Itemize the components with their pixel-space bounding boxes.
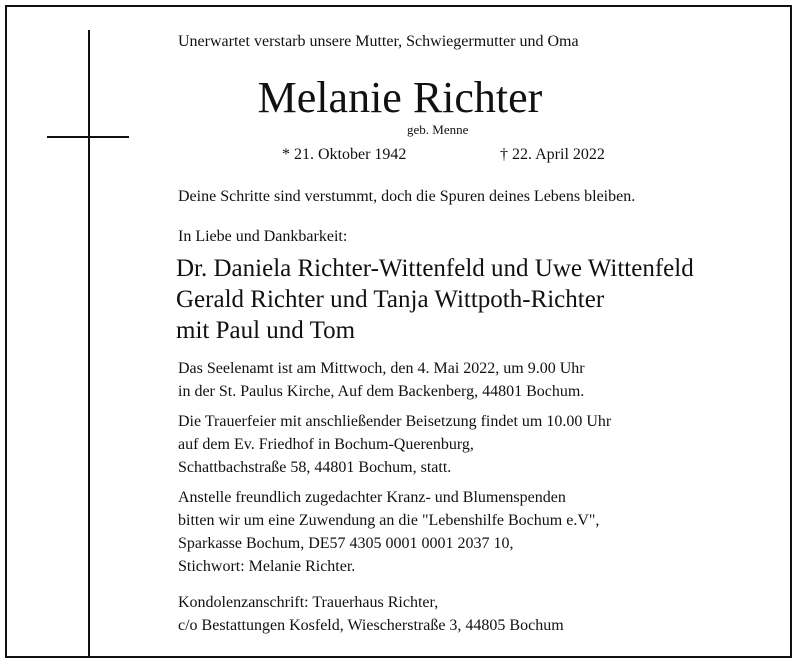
- motto-text: Deine Schritte sind verstummt, doch die Spuren deines Lebens bleiben.: [178, 188, 636, 205]
- donation-line: Stichwort: Melanie Richter.: [178, 558, 356, 575]
- family-line: Dr. Daniela Richter-Wittenfeld und Uwe Wittenfeld: [176, 255, 694, 282]
- cross-vertical-bar: [88, 30, 90, 656]
- maiden-name: geb. Menne: [407, 122, 469, 137]
- mass-line: in der St. Paulus Kirche, Auf dem Backenberg, 44801 Bochum.: [178, 383, 585, 400]
- mass-line: Das Seelenamt ist am Mittwoch, den 4. Mai 2022, um 9.00 Uhr: [178, 360, 585, 377]
- family-line: Gerald Richter und Tanja Wittpoth-Richter: [176, 286, 605, 313]
- condolence-line: c/o Bestattungen Kosfeld, Wiescherstraße 3, 44805 Bochum: [178, 617, 564, 634]
- condolence-line: Kondolenzanschrift: Trauerhaus Richter,: [178, 594, 439, 611]
- birth-date: * 21. Oktober 1942: [282, 146, 407, 163]
- funeral-line: Die Trauerfeier mit anschließender Beisetzung findet um 10.00 Uhr: [178, 413, 612, 430]
- death-date: † 22. April 2022: [500, 146, 605, 163]
- love-line: In Liebe und Dankbarkeit:: [178, 228, 348, 245]
- intro-text: Unerwartet verstarb unsere Mutter, Schwiegermutter und Oma: [178, 33, 579, 50]
- donation-line: Anstelle freundlich zugedachter Kranz- und Blumenspenden: [178, 489, 566, 506]
- donation-line: Sparkasse Bochum, DE57 4305 0001 0001 2037 10,: [178, 535, 514, 552]
- funeral-line: auf dem Ev. Friedhof in Bochum-Querenburg,: [178, 436, 474, 453]
- family-line: mit Paul und Tom: [176, 317, 356, 344]
- donation-line: bitten wir um eine Zuwendung an die "Lebenshilfe Bochum e.V",: [178, 512, 600, 529]
- deceased-name: Melanie Richter: [257, 73, 543, 122]
- cross-horizontal-bar: [47, 136, 129, 138]
- funeral-line: Schattbachstraße 58, 44801 Bochum, statt.: [178, 459, 452, 476]
